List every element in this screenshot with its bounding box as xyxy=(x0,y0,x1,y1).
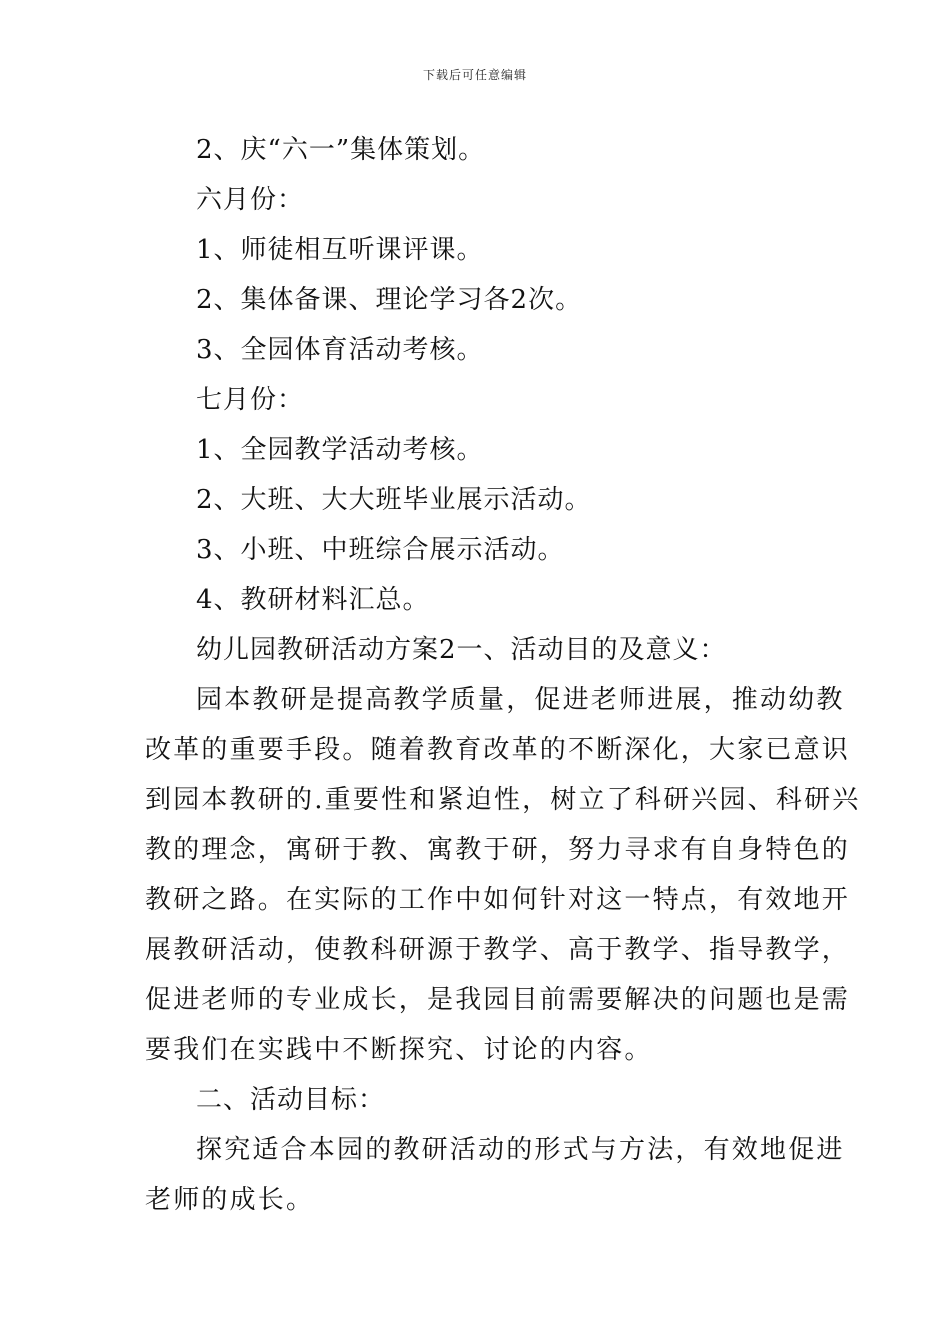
paragraph-line: 老师的成长。 xyxy=(145,1185,315,1215)
paragraph-line: 到园本教研的.重要性和紧迫性，树立了科研兴园、科研兴 xyxy=(145,785,861,815)
list-item: 3、全园体育活动考核。 xyxy=(196,335,484,365)
list-item: 2、集体备课、理论学习各2次。 xyxy=(196,285,583,315)
paragraph-line: 教的理念，寓研于教、寓教于研，努力寻求有自身特色的 xyxy=(145,835,851,865)
list-item: 1、全园教学活动考核。 xyxy=(196,435,484,465)
paragraph-line: 要我们在实践中不断探究、讨论的内容。 xyxy=(145,1035,653,1065)
paragraph-line: 促进老师的专业成长，是我园目前需要解决的问题也是需 xyxy=(145,985,851,1015)
month-heading-june: 六月份： xyxy=(196,185,305,215)
list-item: 4、教研材料汇总。 xyxy=(196,585,430,615)
paragraph-line: 探究适合本园的教研活动的形式与方法，有效地促进 xyxy=(196,1135,845,1165)
paragraph-line: 展教研活动，使教科研源于教学、高于教学、指导教学， xyxy=(145,935,851,965)
section-heading: 二、活动目标： xyxy=(196,1085,386,1115)
list-item: 2、庆“六一”集体策划。 xyxy=(196,135,486,165)
header-note: 下载后可任意编辑 xyxy=(422,68,527,82)
list-item: 3、小班、中班综合展示活动。 xyxy=(196,535,565,565)
list-item: 1、师徒相互听课评课。 xyxy=(196,235,484,265)
section-title: 幼儿园教研活动方案2一、活动目的及意义： xyxy=(196,635,727,665)
paragraph-line: 改革的重要手段。随着教育改革的不断深化，大家已意识 xyxy=(145,735,851,765)
paragraph-line: 园本教研是提高教学质量，促进老师进展，推动幼教 xyxy=(196,685,845,715)
paragraph-line: 教研之路。在实际的工作中如何针对这一特点，有效地开 xyxy=(145,885,851,915)
month-heading-july: 七月份： xyxy=(196,385,305,415)
list-item: 2、大班、大大班毕业展示活动。 xyxy=(196,485,592,515)
